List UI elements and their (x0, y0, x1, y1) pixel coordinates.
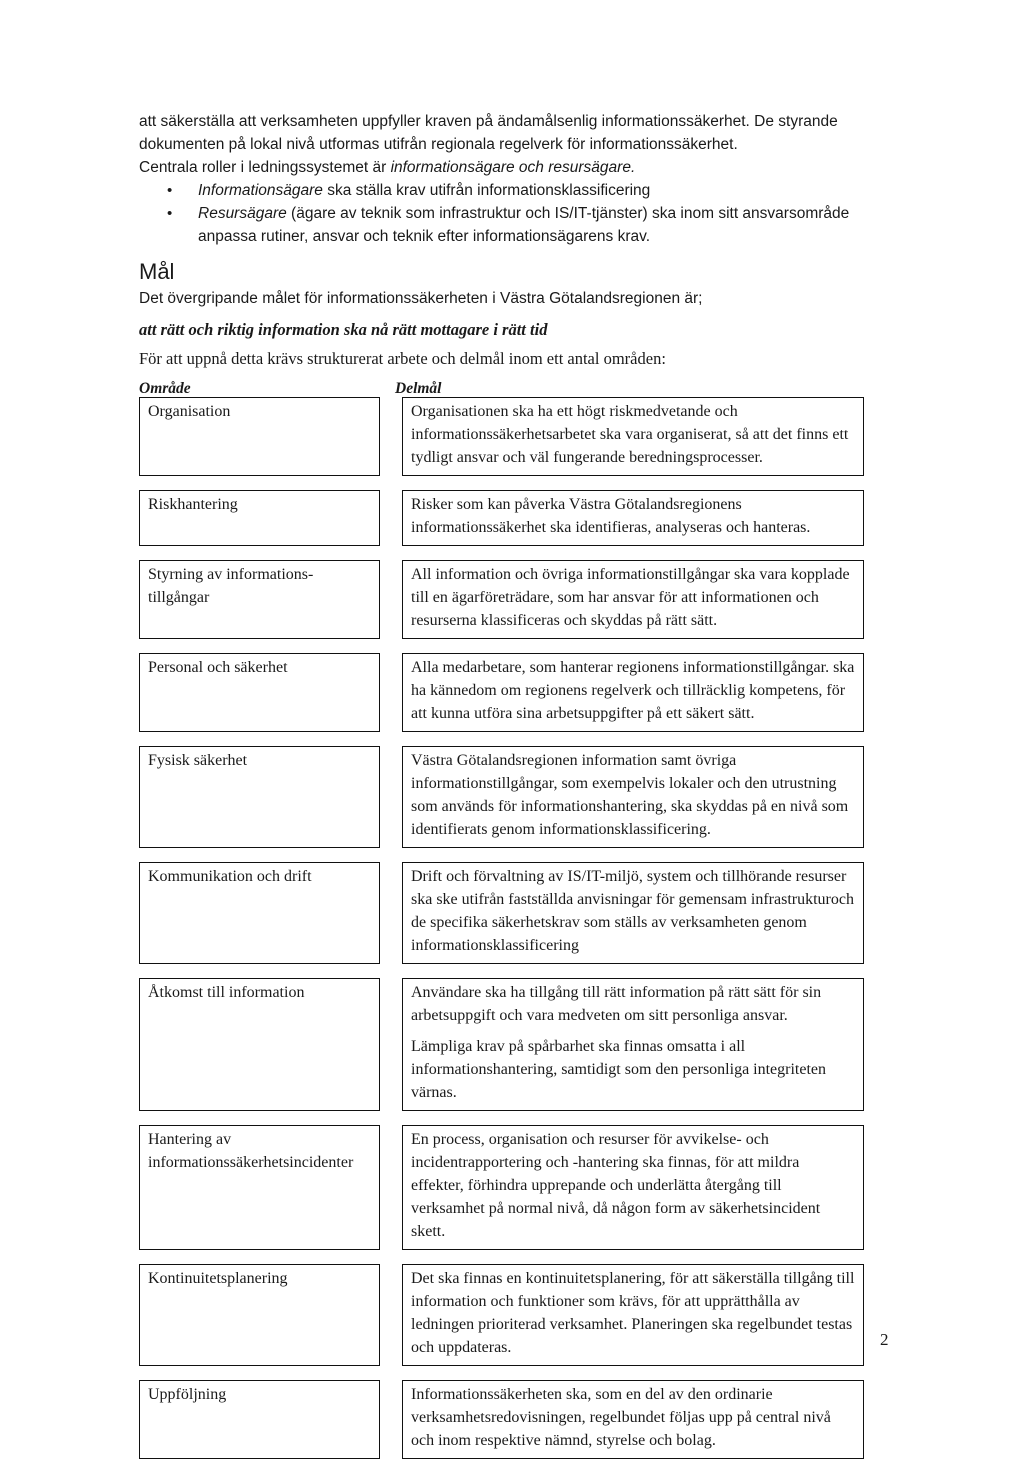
column-header-area: Område (139, 380, 191, 397)
role-description: ska ställa krav utifrån informationsklassificering (322, 182, 651, 199)
goal-cell: Organisationen ska ha ett högt riskmedvetande och informationssäkerhetsarbetet ska vara organiserat, så att det finns ett tydligt ansvar och väl fungerande beredningsprocesser. (403, 398, 864, 476)
roles-list (139, 179, 891, 248)
area-cell: Organisation (140, 398, 380, 476)
table-row (140, 491, 864, 546)
area-cell: Hantering av informationssäkerhetsincidenter (140, 1126, 380, 1250)
table-row (140, 654, 864, 732)
area-cell: Åtkomst till information (140, 979, 380, 1111)
table-row (140, 979, 864, 1111)
table-row (140, 1381, 864, 1459)
area-cell: Fysisk säkerhet (140, 747, 380, 848)
role-name: Resursägare (198, 205, 287, 222)
goal-cell: En process, organisation och resurser för avvikelse- och incidentrapportering och -hantering ska finnas, för att mildra effekter, förhindra upprepande och underlätta återgång till verksamhet på normal nivå, då någon form av säkerhetsincident skett. (403, 1126, 864, 1250)
intro-text (139, 110, 891, 248)
goal-cell: Informationssäkerheten ska, som en del av den ordinarie verksamhetsredovisningen, regelbundet följas upp på central nivå och inom respektive nämnd, styrelse och bolag. (403, 1381, 864, 1459)
area-cell: Styrning av informations-tillgångar (140, 561, 380, 639)
table-row (140, 561, 864, 639)
role-name: Informationsägare (198, 182, 323, 199)
area-cell: Kommunikation och drift (140, 863, 380, 964)
role-description: (ägare av teknik som infrastruktur och IS/IT-tjänster) ska inom sitt ansvarsområde anpassa rutiner, ansvar och teknik efter informationsägarens krav. (198, 205, 850, 245)
goal-cell: Det ska finnas en kontinuitetsplanering, för att säkerställa tillgång till information och funktioner som krävs, för att upprätthålla av ledningen prioriterad verksamhet. Planeringen ska regelbundet testas och uppdateras. (403, 1265, 864, 1366)
column-header-goal: Delmål (395, 380, 442, 397)
intro-paragraph: att säkerställa att verksamheten uppfyller kraven på ändamålsenlig informationssäkerhet. De styrande dokumenten på lokal nivå utformas utifrån regionala regelverk för informationssäkerhet. (139, 113, 838, 153)
area-cell: Kontinuitetsplanering (140, 1265, 380, 1366)
goal-cell: Risker som kan påverka Västra Götalandsregionens informationssäkerhet ska identifieras, analyseras och hanteras. (403, 491, 864, 546)
area-cell: Uppföljning (140, 1381, 380, 1459)
goal-cell: Drift och förvaltning av IS/IT-miljö, system och tillhörande resurser ska ske utifrån fastställda anvisningar för gemensam infrastrukturoch de specifika säkerhetskrav som ställs av verksamheten genom informationsklassificering (403, 863, 864, 964)
table-row (140, 398, 864, 476)
page-number: 2 (880, 1330, 889, 1349)
goal-cell: All information och övriga informationstillgångar ska vara kopplade till en ägarföreträdare, som har ansvar för att informationen och resurserna klassificeras och skyddas på rätt sätt. (403, 561, 864, 639)
table-row (140, 1126, 864, 1250)
goal-intro: Det övergripande målet för informationssäkerheten i Västra Götalandsregionen är; (139, 290, 703, 307)
goal-paragraph: Användare ska ha tillgång till rätt information på rätt sätt för sin arbetsuppgift och vara medveten om sitt personliga ansvar. (411, 984, 822, 1024)
roles-text: Centrala roller i ledningssystemet är (139, 159, 391, 176)
roles-emphasis: informationsägare och resursägare. (390, 159, 636, 176)
table-row (140, 863, 864, 964)
table-row (140, 1265, 864, 1366)
goal-lead: För att uppnå detta krävs strukturerat arbete och delmål inom ett antal områden: (139, 349, 666, 368)
intro-roles-line (139, 156, 891, 179)
section-heading: Mål (139, 259, 175, 284)
goal-statement: att rätt och riktig information ska nå rätt mottagare i rätt tid (139, 320, 548, 339)
table-row (140, 747, 864, 848)
list-item (139, 202, 891, 248)
goal-cell (403, 979, 864, 1111)
area-cell: Personal och säkerhet (140, 654, 380, 732)
list-item (139, 179, 891, 202)
goal-cell: Västra Götalandsregionen information samt övriga informationstillgångar, som exempelvis lokaler och den utrustning som används för informationshantering, ska skyddas på en nivå som identifierats genom informationsklassificering. (403, 747, 864, 848)
goal-cell: Alla medarbetare, som hanterar regionens informationstillgångar. ska ha kännedom om regionens regelverk och tillräcklig kompetens, för att kunna utföra sina arbetsuppgifter på ett säkert sätt. (403, 654, 864, 732)
goals-table (139, 397, 864, 1459)
goal-paragraph: Lämpliga krav på spårbarhet ska finnas omsatta i all informationshantering, samtidigt som den personliga integriteten värnas. (411, 1038, 827, 1101)
area-cell: Riskhantering (140, 491, 380, 546)
